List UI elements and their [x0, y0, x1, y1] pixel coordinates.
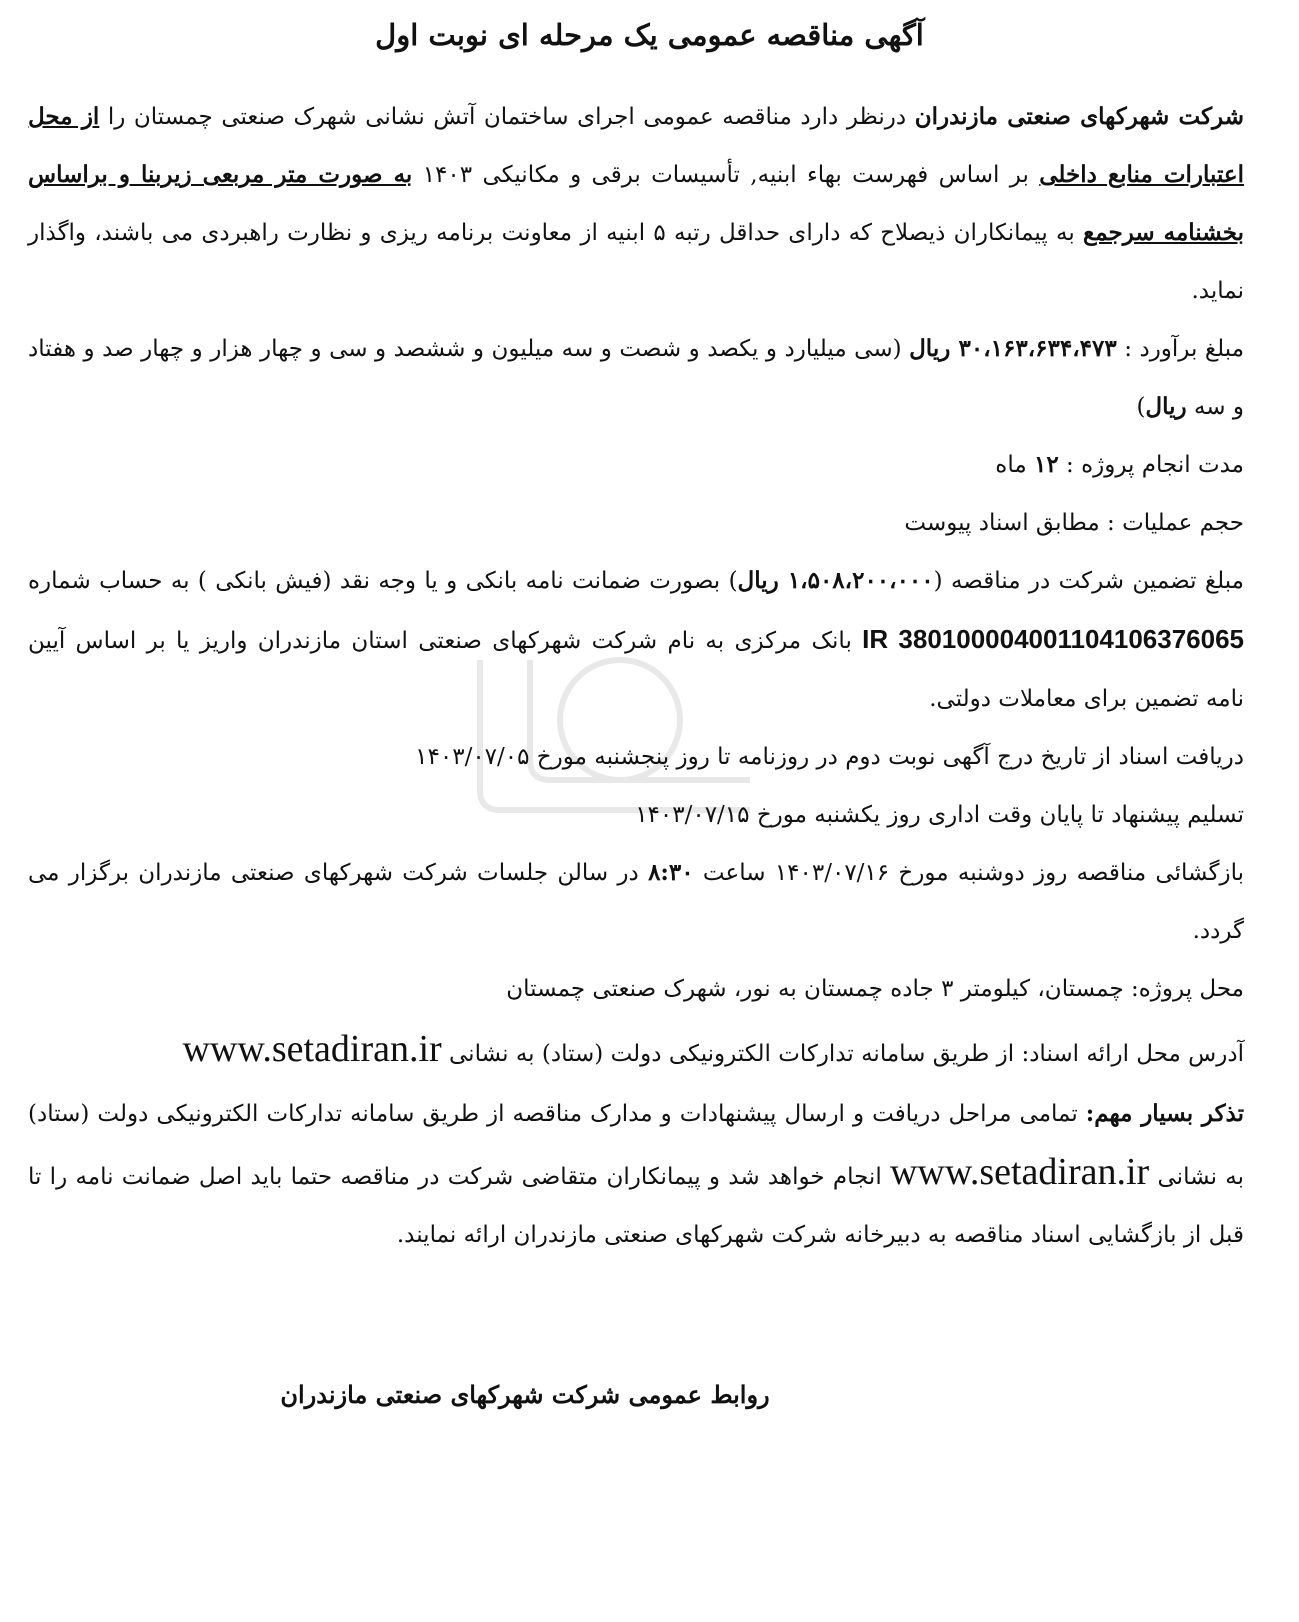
estimate-amount: ۳۰،۱۶۳،۶۳۴،۴۷۳ ریال	[909, 335, 1117, 362]
intro-text-1: درنظر دارد مناقصه عمومی اجرای ساختمان آتش نشانی شهرک صنعتی چمستان را	[99, 104, 915, 130]
duration-line	[28, 436, 1244, 494]
estimate-label: مبلغ برآورد :	[1116, 336, 1245, 362]
funding-source: از محل اعتبارات منابع داخلی	[28, 103, 1245, 188]
address-line	[28, 1018, 1244, 1085]
opening-text-1: بازگشائی مناقصه روز دوشنبه مورخ ۱۴۰۳/۰۷/۱۶ ساعت	[693, 860, 1244, 886]
guarantee-text-3: بانک مرکزی به نام شرکت شهرکهای صنعتی استان مازندران واریز یا بر اساس آیین نامه تضمین برای معاملات دولتی.	[28, 628, 1244, 712]
important-label: تذکر بسیار مهم:	[1085, 1100, 1244, 1127]
duration-label: مدت انجام پروژه :	[1058, 452, 1244, 478]
guarantee-paragraph	[28, 552, 1244, 728]
submission-line: تسلیم پیشنهاد تا پایان وقت اداری روز یکشنبه مورخ ۱۴۰۳/۰۷/۱۵	[635, 802, 1244, 828]
intro-paragraph	[28, 88, 1244, 320]
estimate-paragraph	[28, 320, 1244, 436]
address-url-link[interactable]: www.setadiran.ir	[182, 1028, 442, 1070]
company-name: شرکت شهرکهای صنعتی مازندران	[914, 103, 1244, 130]
opening-time: ۸:۳۰	[648, 859, 694, 886]
guarantee-text-2: ) بصورت ضمانت نامه بانکی و یا وجه نقد (فیش بانکی ) به حساب شماره	[28, 568, 738, 594]
notice-body	[28, 88, 1244, 1264]
opening-text-2: در سالن جلسات شرکت شهرکهای صنعتی مازندران برگزار می گردد.	[28, 860, 1244, 944]
estimate-words: (سی میلیارد و یکصد و شصت و سه میلیون و ششصد و سی و چهار هزار و چهار صد و هفتاد و سه	[28, 336, 1244, 420]
volume-line: حجم عملیات : مطابق اسناد پیوست	[904, 510, 1244, 536]
important-text-2: انجام خواهد شد و پیمانکاران متقاضی شرکت در مناقصه حتما باید اصل ضمانت نامه را تا قبل از بازگشایی اسناد مناقصه به دبیرخانه شرکت شهرکهای صنعتی مازندران ارائه نمایند.	[28, 1164, 1244, 1248]
docs-receive-line: دریافت اسناد از تاریخ درج آگهی نوبت دوم در روزنامه تا روز پنجشنبه مورخ ۱۴۰۳/۰۷/۰۵	[415, 744, 1244, 770]
duration-value: ۱۲	[1034, 451, 1059, 478]
opening-paragraph	[28, 844, 1244, 960]
address-text: آدرس محل ارائه اسناد: از طریق سامانه تدارکات الکترونیکی دولت (ستاد) به نشانی	[441, 1041, 1244, 1067]
duration-unit: ماه	[995, 452, 1034, 478]
location-line: محل پروژه: چمستان، کیلومتر ۳ جاده چمستان به نور، شهرک صنعتی چمستان	[506, 976, 1244, 1002]
estimate-close: )	[1136, 394, 1146, 420]
estimate-currency: ریال	[1145, 393, 1187, 420]
signature: روابط عمومی شرکت شهرکهای صنعتی مازندران	[280, 1380, 770, 1409]
guarantee-amount: ۱،۵۰۸،۲۰۰،۰۰۰ ریال	[737, 567, 934, 594]
important-text-1: تمامی مراحل دریافت و ارسال پیشنهادات و مدارک مناقصه از طریق سامانه تدارکات الکترونیکی دولت (ستاد) به نشانی	[28, 1101, 1244, 1190]
important-url-link[interactable]: www.setadiran.ir	[889, 1151, 1150, 1193]
intro-text-2: بر اساس فهرست بهاء ابنیه, تأسیسات برقی و مکانیکی ۱۴۰۳	[412, 162, 1040, 188]
guarantee-text-1: مبلغ تضمین شرکت در مناقصه (	[933, 568, 1244, 594]
account-iban: IR 380100004001104106376065	[862, 624, 1245, 654]
important-paragraph	[28, 1085, 1244, 1264]
intro-text-3: به پیمانکاران ذیصلاح که دارای حداقل رتبه ۵ ابنیه از معاونت برنامه ریزی و نظارت راهبردی می باشند، واگذار نماید.	[28, 220, 1244, 304]
notice-title: آگهی مناقصه عمومی یک مرحله ای نوبت اول	[375, 18, 924, 52]
contract-method: به صورت متر مربعی زیربنا و براساس بخشنامه سرجمع	[28, 161, 1245, 246]
